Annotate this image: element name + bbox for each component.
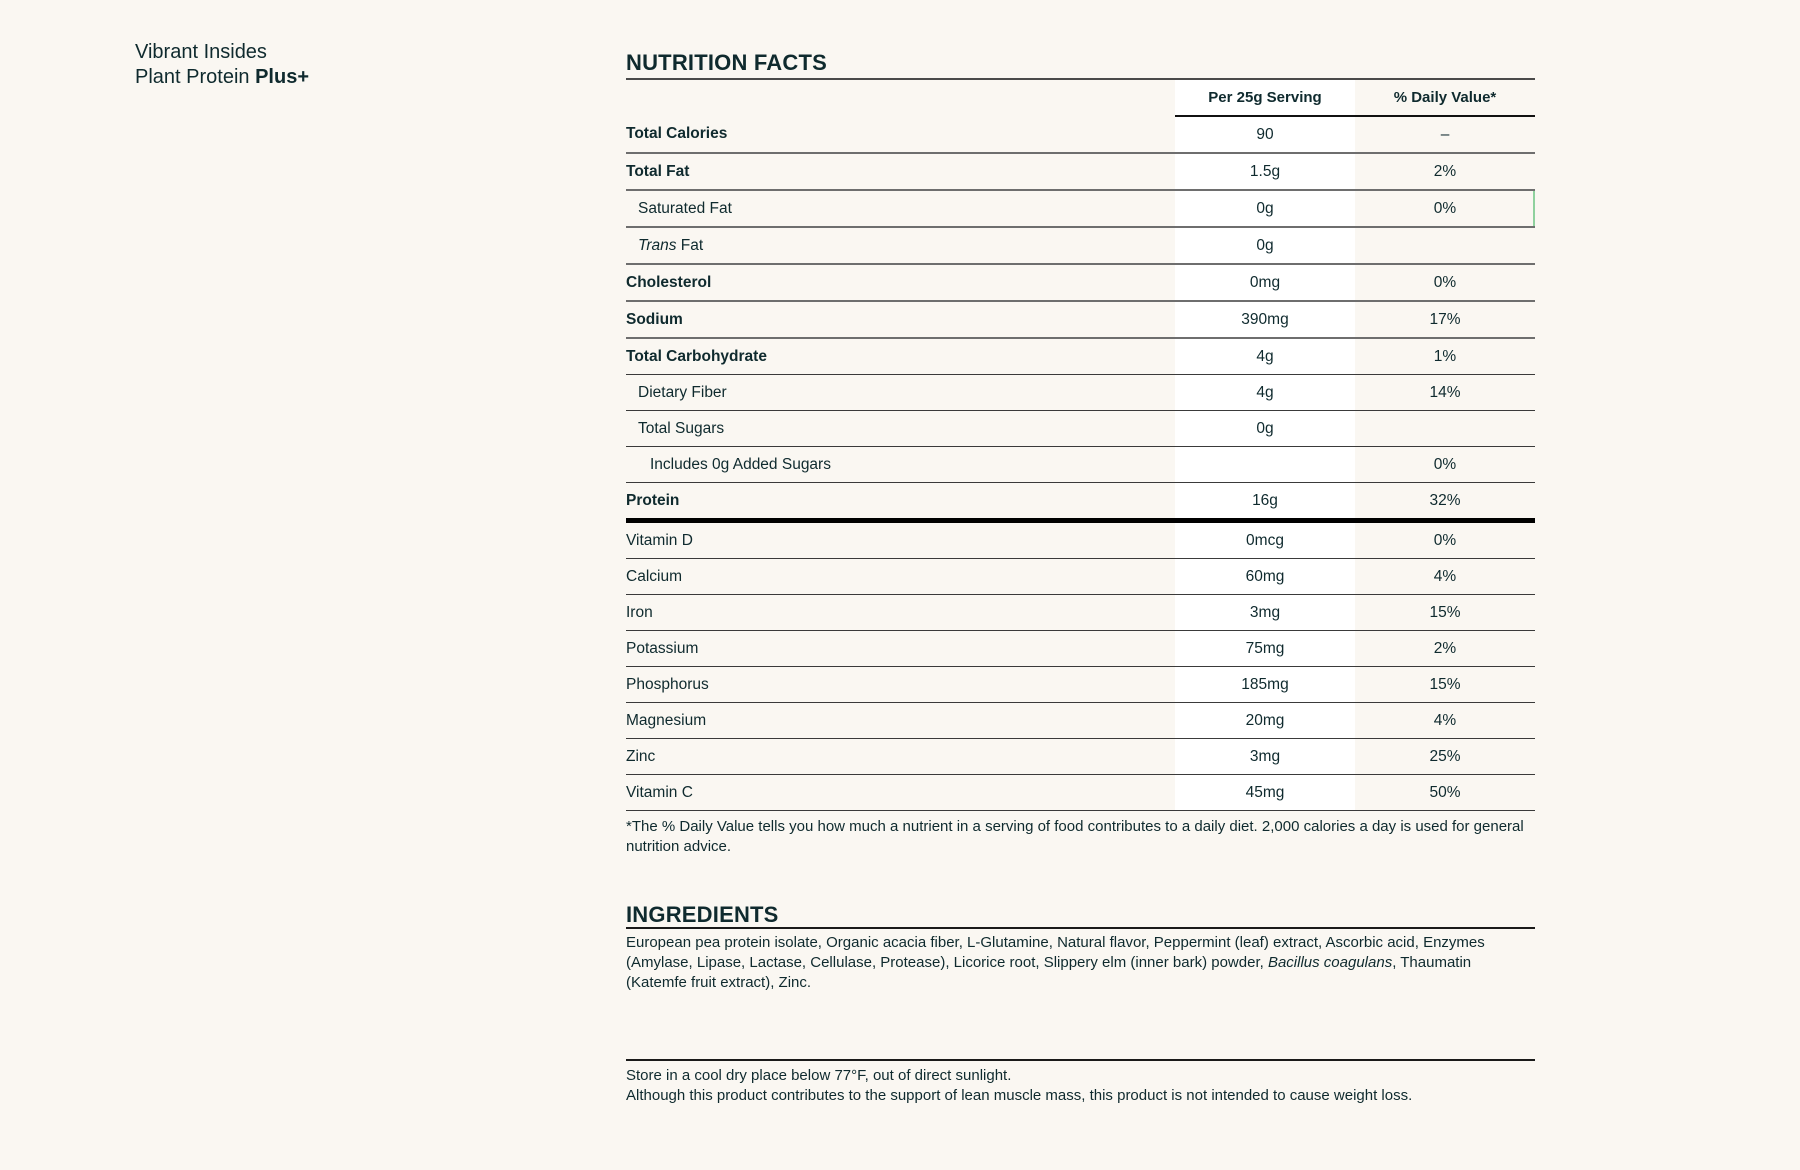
table-row (626, 227, 1535, 264)
table-row (626, 447, 1535, 483)
serving-value: 390mg (1175, 301, 1355, 338)
daily-value: 32% (1355, 483, 1535, 521)
daily-value: 15% (1355, 667, 1535, 703)
serving-column-header: Per 25g Serving (1175, 80, 1355, 116)
storage-notice (626, 1059, 1535, 1106)
serving-value: 60mg (1175, 559, 1355, 595)
nutrient-label: Includes 0g Added Sugars (626, 447, 1175, 483)
daily-value-footnote: *The % Daily Value tells you how much a nutrient in a serving of food contributes to a daily diet. 2,000 calories a day is used for general nutrition advice. (626, 818, 1524, 855)
nutrient-label: Calcium (626, 559, 1175, 595)
nutrient-label: Total Calories (626, 116, 1175, 153)
nutrient-label: Phosphorus (626, 667, 1175, 703)
brand-line-2: Plant Protein Plus+ (135, 66, 309, 88)
table-row (626, 739, 1535, 775)
table-row (626, 775, 1535, 811)
table-row (626, 264, 1535, 301)
table-row (626, 190, 1535, 227)
table-row (626, 301, 1535, 338)
nutrient-label: Magnesium (626, 703, 1175, 739)
daily-value (1355, 411, 1535, 447)
table-header (626, 80, 1535, 116)
nutrition-table (626, 80, 1535, 811)
nutrient-label: Vitamin C (626, 775, 1175, 811)
serving-value: 3mg (1175, 595, 1355, 631)
serving-value: 0g (1175, 227, 1355, 264)
brand-plus: Plus+ (255, 66, 309, 88)
daily-value (1355, 227, 1535, 264)
daily-value: 15% (1355, 595, 1535, 631)
table-row (626, 703, 1535, 739)
daily-value: 50% (1355, 775, 1535, 811)
ingredients-list: European pea protein isolate, Organic acacia fiber, L-Glutamine, Natural flavor, Peppermint (leaf) extract, Ascorbic acid, Enzymes (Amylase, Lipase, Lactase, Cellulase, Protease), Licorice root, Slippery elm (inner bark) powder, Bacillus coagulans, Thaumatin (Katemfe fruit extract), Zinc. (626, 934, 1485, 991)
daily-value: 4% (1355, 559, 1535, 595)
serving-value: 20mg (1175, 703, 1355, 739)
brand-name (135, 40, 309, 90)
serving-value: 45mg (1175, 775, 1355, 811)
nutrient-label: Vitamin D (626, 521, 1175, 559)
daily-value: 25% (1355, 739, 1535, 775)
serving-value: 90 (1175, 116, 1355, 153)
serving-value: 0g (1175, 411, 1355, 447)
table-row (626, 631, 1535, 667)
nutrient-label: Sodium (626, 301, 1175, 338)
serving-value: 1.5g (1175, 153, 1355, 190)
daily-value: 0% (1355, 190, 1535, 227)
serving-value: 4g (1175, 375, 1355, 411)
serving-value: 16g (1175, 483, 1355, 521)
serving-value: 75mg (1175, 631, 1355, 667)
nutrient-label: Saturated Fat (626, 190, 1175, 227)
serving-value: 185mg (1175, 667, 1355, 703)
nutrient-label: Trans Fat (626, 227, 1175, 264)
table-row (626, 483, 1535, 521)
serving-value (1175, 447, 1355, 483)
daily-value: 14% (1355, 375, 1535, 411)
brand-line-1: Vibrant Insides (135, 41, 267, 63)
nutrient-label: Iron (626, 595, 1175, 631)
table-row (626, 667, 1535, 703)
table-row (626, 595, 1535, 631)
daily-value: 1% (1355, 338, 1535, 375)
daily-value: 4% (1355, 703, 1535, 739)
serving-value: 0mg (1175, 264, 1355, 301)
daily-value: – (1355, 116, 1535, 153)
table-row (626, 153, 1535, 190)
daily-value: 0% (1355, 521, 1535, 559)
serving-value: 3mg (1175, 739, 1355, 775)
nutrient-label: Total Carbohydrate (626, 338, 1175, 375)
table-row (626, 375, 1535, 411)
nutrient-label: Total Sugars (626, 411, 1175, 447)
nutrient-label: Protein (626, 483, 1175, 521)
daily-value: 0% (1355, 447, 1535, 483)
serving-value: 0mcg (1175, 521, 1355, 559)
serving-value: 0g (1175, 190, 1355, 227)
daily-value-column-header: % Daily Value* (1355, 80, 1535, 116)
daily-value: 2% (1355, 631, 1535, 667)
serving-value: 4g (1175, 338, 1355, 375)
label-panel (626, 48, 1535, 1106)
nutrient-label: Dietary Fiber (626, 375, 1175, 411)
ingredients-title: INGREDIENTS (626, 903, 1535, 929)
nutrient-label: Cholesterol (626, 264, 1175, 301)
table-row (626, 411, 1535, 447)
daily-value: 2% (1355, 153, 1535, 190)
daily-value: 17% (1355, 301, 1535, 338)
nutrient-label: Zinc (626, 739, 1175, 775)
table-row (626, 116, 1535, 153)
storage-line-1: Store in a cool dry place below 77°F, out of direct sunlight. (626, 1067, 1012, 1084)
nutrient-label: Potassium (626, 631, 1175, 667)
table-row (626, 521, 1535, 559)
table-row (626, 338, 1535, 375)
table-row (626, 559, 1535, 595)
storage-line-2: Although this product contributes to the support of lean muscle mass, this product is not intended to cause weight loss. (626, 1087, 1413, 1104)
nutrition-facts-title: NUTRITION FACTS (626, 48, 1535, 80)
daily-value: 0% (1355, 264, 1535, 301)
nutrient-label: Total Fat (626, 153, 1175, 190)
